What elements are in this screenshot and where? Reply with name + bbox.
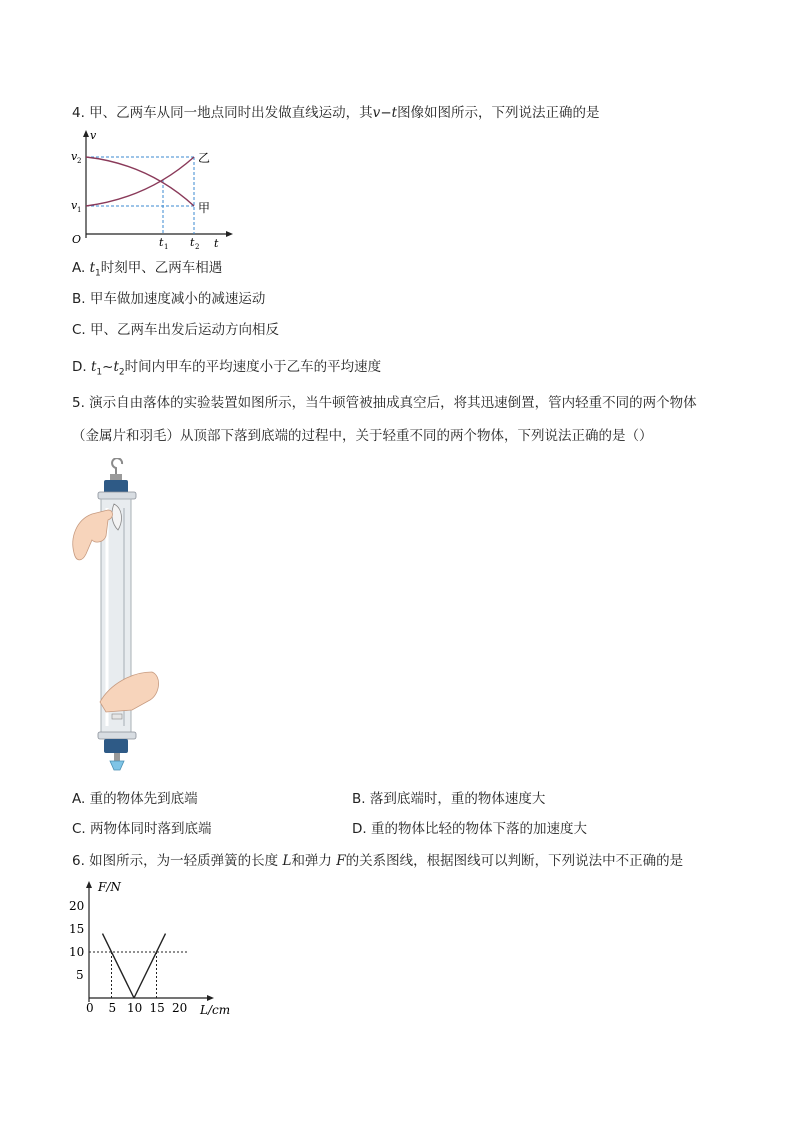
q6-spring-chart [66, 876, 256, 1022]
q6-x-tick-label: 20 [172, 1001, 188, 1015]
q6-stem-text-b: 和弹力 [291, 853, 337, 869]
q4-option-c: C. 甲、乙两车出发后运动方向相反 [72, 322, 280, 338]
tube-valve-stem [114, 753, 120, 761]
q4-option-d [72, 358, 381, 382]
q5-option-c: C. 两物体同时落到底端 [72, 821, 212, 837]
q4-label-t2-sub: 2 [195, 243, 200, 251]
q4-option-a-prefix: A. [72, 260, 90, 276]
q4-stem [72, 104, 600, 122]
q6-stem-text-c: 的关系图线，根据图线可以判断，下列说法中不正确的是 [345, 853, 684, 869]
q4-label-v2-sub: 2 [77, 157, 82, 165]
q6-ylabel: F/N [98, 880, 121, 894]
q4-option-d-sub2: 2 [118, 367, 125, 378]
q4-option-d-sub1: 1 [96, 367, 103, 378]
q6-var-l: L [282, 853, 292, 869]
q4-label-yi: 乙 [198, 151, 211, 165]
q6-xlabel: L/cm [200, 1003, 231, 1017]
q4-option-d-t1: t [90, 359, 97, 375]
q6-axis-x-arrow [207, 995, 214, 1001]
q4-vt-graph [68, 126, 238, 254]
q6-stem-text-a: 6. 如图所示，为一轻质弹簧的长度 [72, 853, 283, 869]
tube-top-flange [98, 492, 136, 499]
q4-curve-yi [86, 157, 194, 206]
q6-x-tick-label: 0 [86, 1001, 94, 1015]
q6-x-tick-label: 10 [127, 1001, 143, 1015]
newton-tube-illustration [70, 458, 165, 776]
tube-bottom-plug [104, 739, 128, 753]
tube-top-knob [110, 474, 122, 480]
q4-label-t1: t [159, 236, 164, 249]
q6-y-tick-label: 15 [69, 922, 85, 936]
q4-stem-text-b: 图像如图所示，下列说法正确的是 [397, 105, 600, 121]
q6-axis-y-arrow [86, 881, 92, 888]
q4-label-axis-v: v [90, 129, 97, 142]
q5-option-a: A. 重的物体先到底端 [72, 791, 198, 807]
q6-data-segment [134, 934, 166, 998]
q5-stem-line1: 5. 演示自由落体的实验装置如图所示，当牛顿管被抽成真空后，将其迅速倒置，管内轻重不同的两个物体 [72, 395, 697, 411]
q6-var-f: F [336, 853, 346, 869]
q4-var-t: t [391, 105, 398, 121]
q4-label-v1: v [71, 199, 78, 212]
q6-stem [72, 852, 683, 870]
q5-option-b: B. 落到底端时，重的物体速度大 [352, 791, 546, 807]
q4-option-a-sub: 1 [95, 268, 101, 279]
tube-valve [110, 761, 124, 770]
q4-option-a-text: 时刻甲、乙两车相遇 [100, 260, 223, 276]
q4-label-jia: 甲 [198, 201, 211, 215]
q4-label-t2: t [190, 236, 195, 249]
q4-option-d-prefix: D. [72, 359, 91, 375]
q6-x-tick-label: 15 [149, 1001, 165, 1015]
q4-label-v2: v [71, 150, 78, 163]
q4-axis-t-arrow [226, 231, 233, 237]
q4-label-t1-sub: 1 [164, 243, 169, 251]
q4-option-a-t: t [89, 260, 96, 276]
q6-y-tick-label: 10 [69, 945, 85, 959]
q4-option-d-text: 时间内甲车的平均速度小于乙车的平均速度 [124, 359, 382, 375]
q6-x-tick-label: 5 [108, 1001, 117, 1015]
q4-option-b: B. 甲车做加速度减小的减速运动 [72, 291, 266, 307]
q4-label-axis-t: t [214, 237, 219, 250]
q6-data-segment [103, 934, 135, 998]
q5-stem-line2: （金属片和羽毛）从顶部下落到底端的过程中，关于轻重不同的两个物体，下列说法正确的是（） [72, 428, 653, 444]
q5-option-d: D. 重的物体比轻的物体下落的加速度大 [352, 821, 587, 837]
metal-coin [112, 714, 122, 719]
q4-label-v1-sub: 1 [77, 206, 82, 214]
q4-option-a [72, 259, 222, 283]
q4-dash: − [380, 105, 392, 121]
q6-y-tick-label: 5 [76, 968, 84, 982]
q4-option-d-t2: t [113, 359, 119, 375]
q6-y-tick-label: 20 [69, 899, 85, 913]
q4-axis-v-arrow [83, 130, 89, 137]
q4-stem-text-a: 4. 甲、乙两车从同一地点同时出发做直线运动，其 [72, 105, 373, 121]
q4-label-origin: O [72, 233, 82, 246]
q4-var-v: v [372, 105, 381, 121]
q4-option-d-tilde: ~ [102, 359, 114, 375]
tube-bottom-flange [98, 732, 136, 739]
q4-curve-jia [86, 157, 194, 206]
